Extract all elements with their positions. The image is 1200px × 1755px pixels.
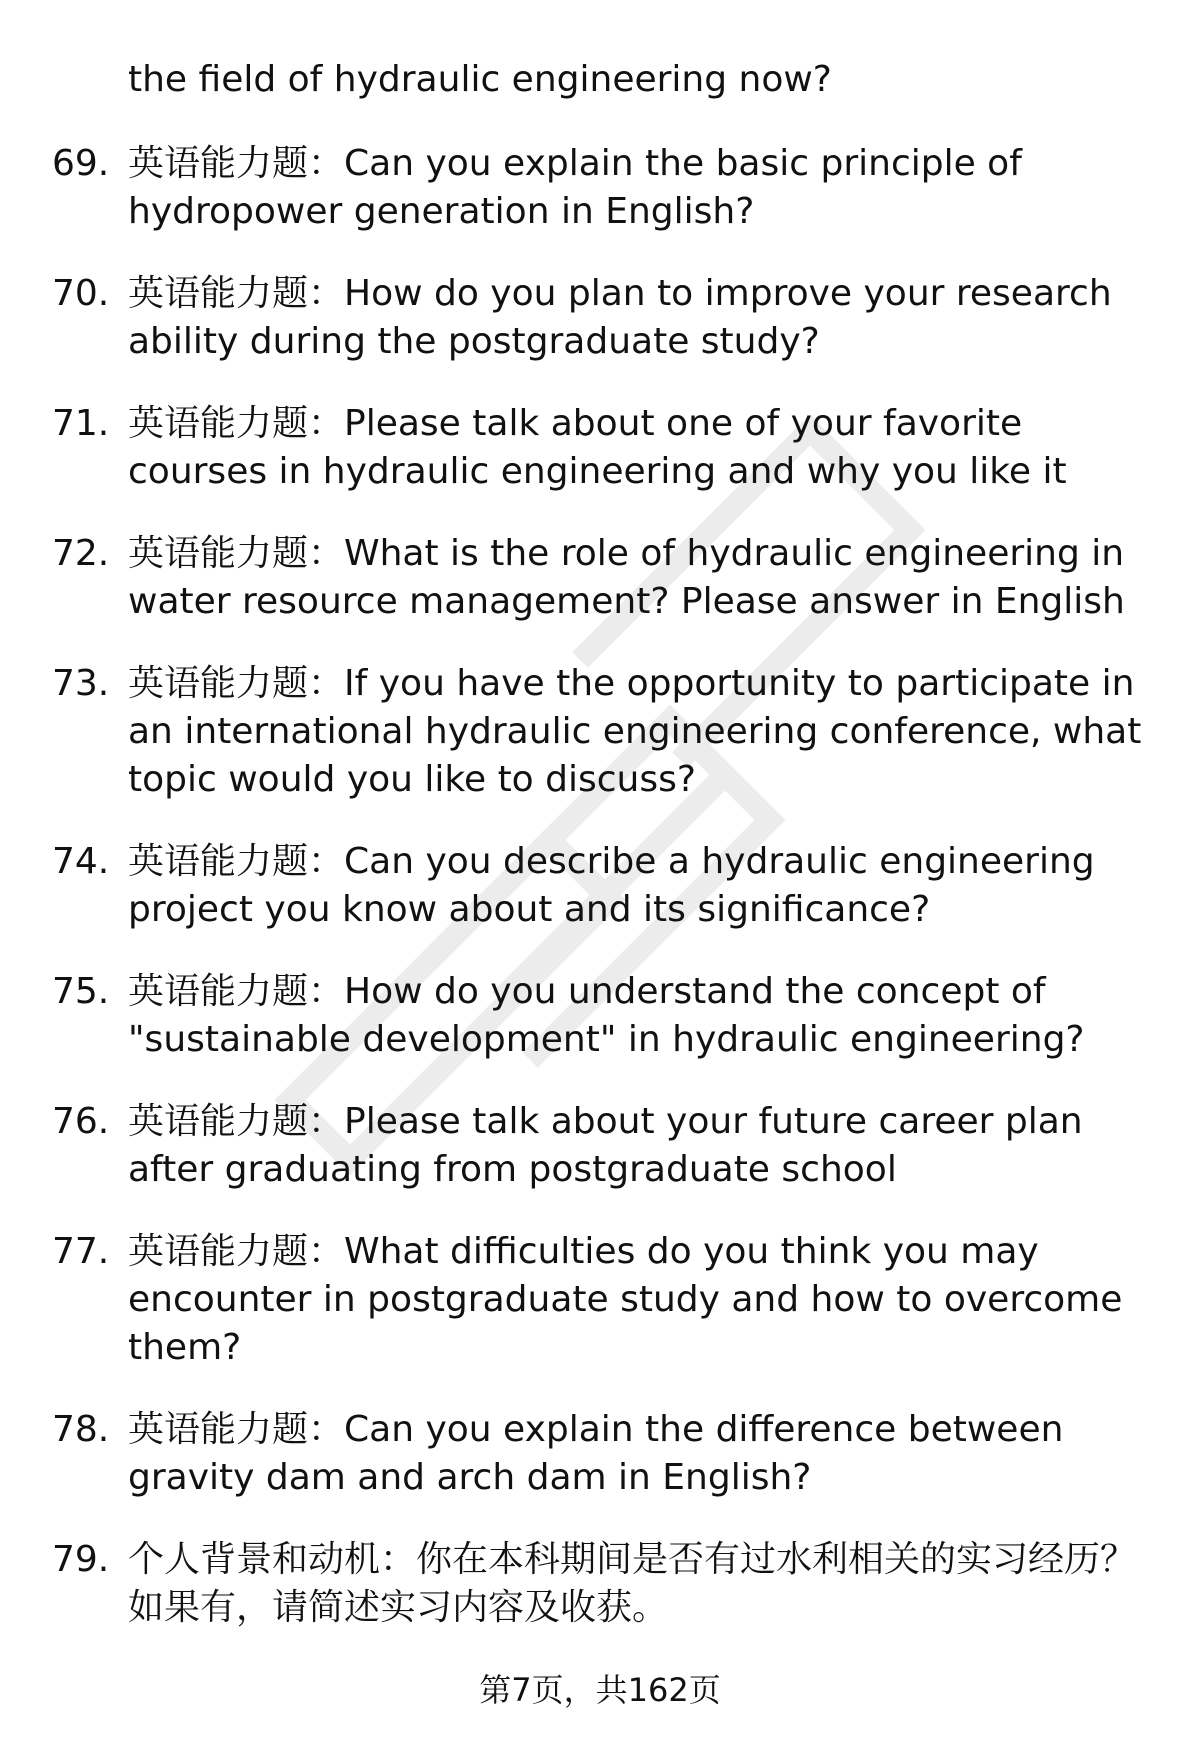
- question-number: 73.: [52, 663, 110, 704]
- question-text: 英语能力题：Please talk about your future career plan after graduating from postgraduate school: [128, 1101, 1083, 1190]
- question-text: 英语能力题：Can you explain the basic principle of hydropower generation in English?: [128, 143, 1022, 232]
- question-item: [0, 838, 1200, 934]
- question-item: [0, 1406, 1200, 1502]
- question-number: 71.: [52, 403, 110, 444]
- question-text: 英语能力题：Please talk about one of your favorite courses in hydraulic engineering and why you like it: [128, 403, 1067, 492]
- question-list: [0, 140, 1200, 1666]
- question-text: 英语能力题：How do you understand the concept of "sustainable development" in hydraulic engineering?: [128, 971, 1085, 1060]
- question-text: 英语能力题：What is the role of hydraulic engineering in water resource management? Please answer in English: [128, 533, 1125, 622]
- question-number: 72.: [52, 533, 110, 574]
- question-text: 英语能力题：Can you explain the difference between gravity dam and arch dam in English?: [128, 1409, 1064, 1498]
- question-number: 78.: [52, 1409, 110, 1450]
- question-item: [0, 530, 1200, 626]
- question-number: 76.: [52, 1101, 110, 1142]
- question-text: 英语能力题：Can you describe a hydraulic engineering project you know about and its significance?: [128, 841, 1095, 930]
- question-number: 77.: [52, 1231, 110, 1272]
- question-number: 74.: [52, 841, 110, 882]
- question-item: [0, 140, 1200, 236]
- question-item: [0, 400, 1200, 496]
- question-item: [0, 660, 1200, 804]
- question-number: 69.: [52, 143, 110, 184]
- question-text: 英语能力题：If you have the opportunity to participate in an international hydraulic engineering conference, what topic would you like to discuss?: [128, 663, 1142, 800]
- question-item: [0, 270, 1200, 366]
- question-number: 79.: [52, 1539, 110, 1580]
- question-item: [0, 1536, 1200, 1632]
- question-text: 个人背景和动机：你在本科期间是否有过水利相关的实习经历？如果有，请简述实习内容及收获。: [128, 1539, 1137, 1628]
- question-item: [0, 1098, 1200, 1194]
- question-text: 英语能力题：What difficulties do you think you may encounter in postgraduate study and how to overcome them?: [128, 1231, 1123, 1368]
- question-text: 英语能力题：How do you plan to improve your research ability during the postgraduate study?: [128, 273, 1112, 362]
- continuation-text: the field of hydraulic engineering now?: [128, 59, 832, 100]
- question-item: [0, 968, 1200, 1064]
- question-number: 70.: [52, 273, 110, 314]
- page-footer: 第7页，共162页: [479, 1671, 721, 1709]
- question-number: 75.: [52, 971, 110, 1012]
- question-item: [0, 1228, 1200, 1372]
